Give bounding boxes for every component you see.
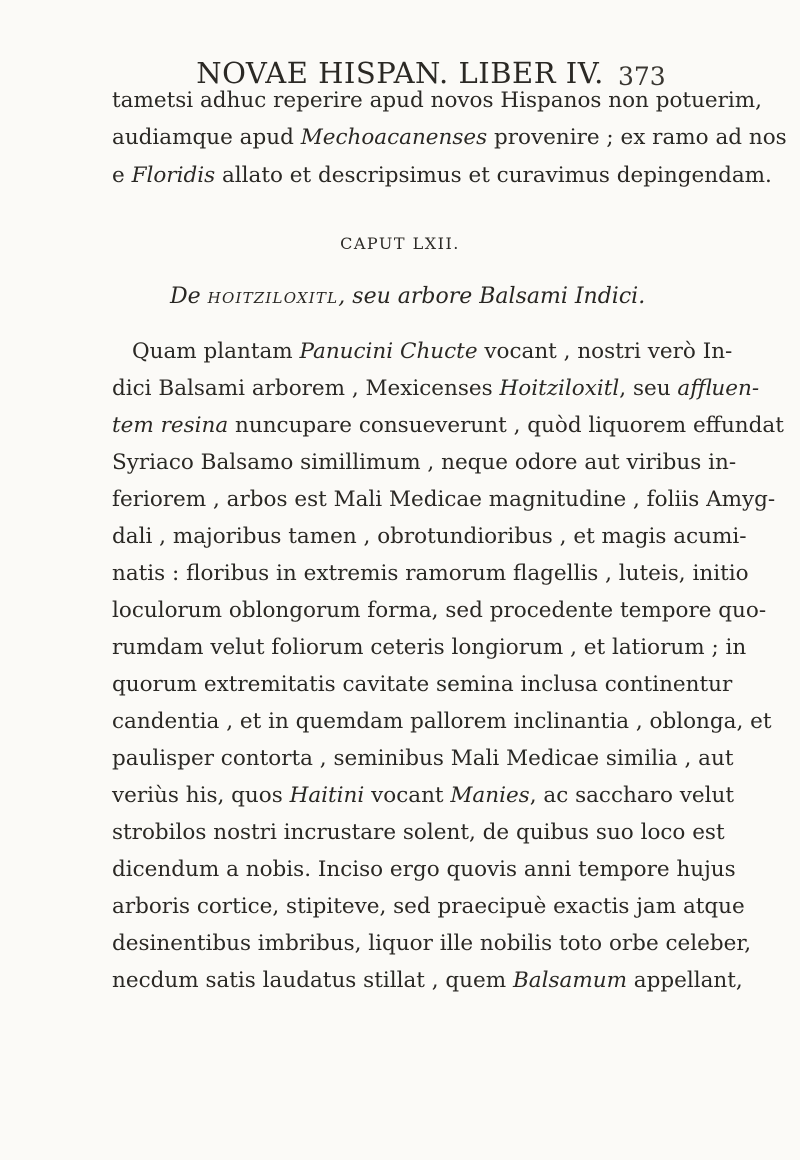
line-text: , ac saccharo velut <box>529 783 734 808</box>
text-line: dicendum a nobis. Inciso ergo quovis anni tempore hujus <box>112 857 736 882</box>
line-text: vocant <box>364 783 451 808</box>
text-line: natis : floribus in extremis ramorum flagellis , luteis, initio <box>112 561 749 586</box>
page-number: 373 <box>618 62 666 91</box>
text-line: feriorem , arbos est Mali Medicae magnitudine , foliis Amyg- <box>112 487 776 512</box>
italic-text: Haitini <box>289 783 365 808</box>
line-text: appellant, <box>626 968 743 993</box>
text-line: loculorum oblongorum forma, sed procedente tempore quo- <box>112 598 767 623</box>
text-line <box>112 783 734 808</box>
line-text: allato et descripsimus et curavimus depingendam. <box>215 163 772 188</box>
text-line: strobilos nostri incrustare solent, de quibus suo loco est <box>112 820 725 845</box>
italic-text: Mechoacanenses <box>300 125 488 150</box>
subheading-rest: , seu arbore Balsami Indici. <box>338 284 646 309</box>
text-line: arboris cortice, stipiteve, sed praecipuè exactis jam atque <box>112 894 745 919</box>
italic-text: affluen- <box>677 376 760 401</box>
line-text: nuncupare consueverunt , quòd liquorem effundat <box>228 413 784 438</box>
line-text: audiamque apud <box>112 125 301 150</box>
text-line <box>112 413 784 438</box>
text-line: paulisper contorta , seminibus Mali Medicae similia , aut <box>112 746 734 771</box>
line-text: provenire ; ex ramo ad nos <box>487 125 787 150</box>
text-line: dali , majoribus tamen , obrotundioribus , et magis acumi- <box>112 524 747 549</box>
italic-text: Panucini Chucte <box>299 339 478 364</box>
subheading-plant-name: HOITZILOXITL <box>207 289 339 307</box>
text-line <box>112 125 787 150</box>
line-text: e <box>112 163 132 188</box>
text-line: candentia , et in quemdam pallorem inclinantia , oblonga, et <box>112 709 772 734</box>
italic-text: Hoitziloxitl <box>499 376 620 401</box>
line-text: veriùs his, quos <box>112 783 290 808</box>
line-text: , seu <box>619 376 678 401</box>
italic-text: Floridis <box>131 163 216 188</box>
chapter-caption: CAPUT LXII. <box>340 234 460 253</box>
line-text: tametsi adhuc reperire apud novos Hispanos non potuerim, <box>112 88 763 113</box>
line-text: dici Balsami arborem , Mexicenses <box>112 376 500 401</box>
text-line <box>112 376 760 401</box>
text-line: desinentibus imbribus, liquor ille nobilis toto orbe celeber, <box>112 931 752 956</box>
text-line <box>112 88 763 113</box>
line-text: necdum satis laudatus stillat , quem <box>112 968 513 993</box>
text-line: Syriaco Balsamo simillimum , neque odore aut viribus in- <box>112 450 737 475</box>
chapter-subheading <box>170 284 646 309</box>
running-head: NOVAE HISPAN. LIBER IV. <box>196 56 604 90</box>
text-line <box>112 163 772 188</box>
line-text: Quam plantam <box>132 339 300 364</box>
text-line: rumdam velut foliorum ceteris longiorum , et latiorum ; in <box>112 635 747 660</box>
italic-text: Balsamum <box>512 968 627 993</box>
italic-text: tem resina <box>112 413 229 438</box>
line-text: vocant , nostri verò In- <box>477 339 733 364</box>
subheading-de: De <box>170 284 201 309</box>
italic-text: Manies <box>450 783 530 808</box>
text-line <box>132 339 733 364</box>
text-line: quorum extremitatis cavitate semina inclusa continentur <box>112 672 733 697</box>
text-line <box>112 968 743 993</box>
